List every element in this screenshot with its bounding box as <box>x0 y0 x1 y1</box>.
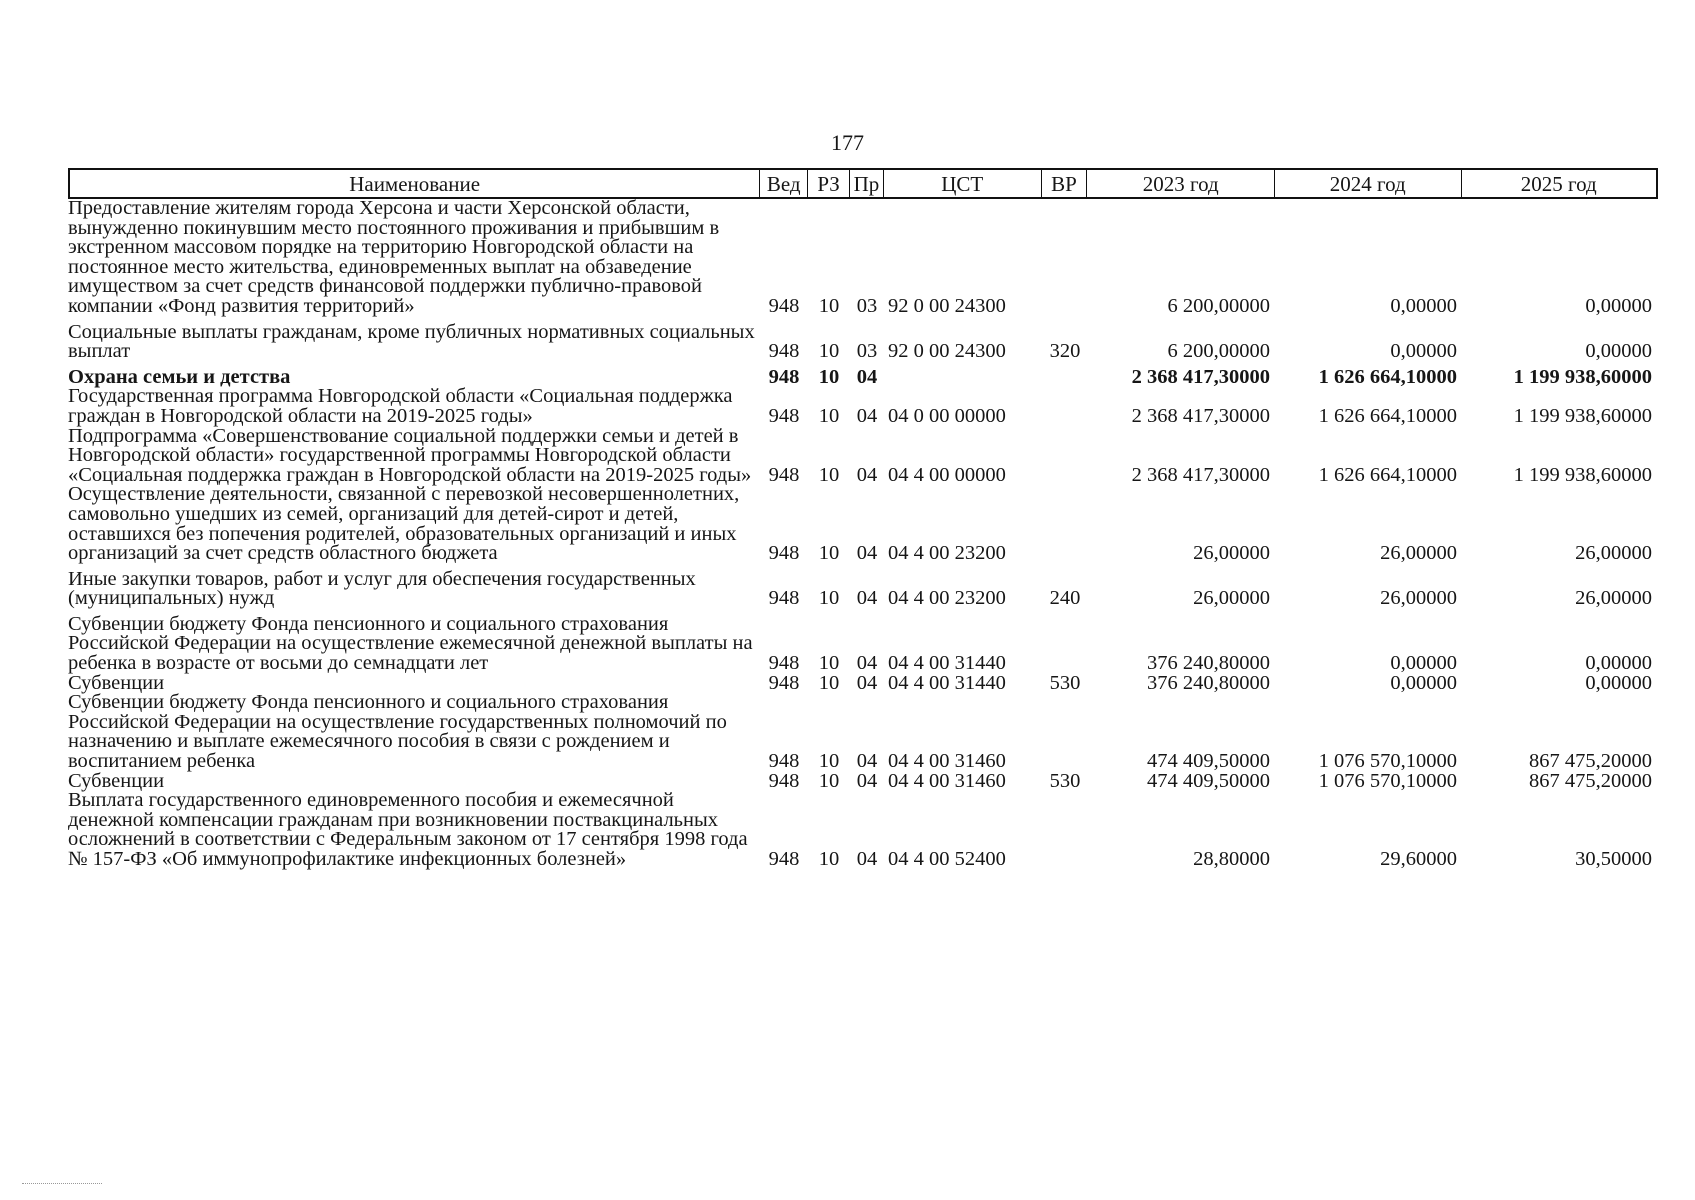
row-2023: 26,00000 <box>1193 587 1270 610</box>
row-ved: 948 <box>768 769 800 792</box>
scan-artifact-line <box>22 1183 102 1184</box>
row-ved: 948 <box>768 848 800 870</box>
row-2025: 1 199 938,60000 <box>1513 404 1652 427</box>
row-2025: 26,00000 <box>1575 587 1652 610</box>
table-header <box>68 168 1658 199</box>
row-pr: 04 <box>856 404 878 427</box>
row-2023: 28,80000 <box>1193 848 1270 870</box>
row-ved: 948 <box>768 750 800 773</box>
table-row <box>68 387 1658 426</box>
row-pr: 04 <box>856 463 878 486</box>
header-pr: Пр <box>850 170 884 197</box>
row-2023: 2 368 417,30000 <box>1131 365 1270 388</box>
row-name: Субвенции бюджету Фонда пенсионного и социального страхования Российской Федерации на осуществление ежемесячной денежной выплаты на ребенка в возрасте от восьми до семнадцати лет <box>68 612 753 675</box>
row-2025: 30,50000 <box>1575 848 1652 870</box>
row-2025: 0,00000 <box>1585 340 1652 363</box>
table-row <box>68 693 1658 771</box>
row-cst: 04 4 00 52400 <box>888 848 1006 870</box>
row-name: Субвенции <box>68 671 165 694</box>
row-cst: 04 4 00 31460 <box>888 769 1006 792</box>
row-rz: 10 <box>818 587 840 610</box>
header-2024: 2024 год <box>1275 170 1462 197</box>
table-row <box>68 199 1658 317</box>
row-cst: 04 0 00 00000 <box>888 404 1006 427</box>
row-pr: 04 <box>856 652 878 675</box>
row-ved: 948 <box>768 463 800 486</box>
row-name: Субвенции <box>68 769 165 792</box>
table-row <box>68 791 1658 869</box>
row-2024: 1 626 664,10000 <box>1318 365 1457 388</box>
header-cst: ЦСТ <box>884 170 1042 197</box>
row-name: Выплата государственного единовременного пособия и ежемесячной денежной компенсации гражданам при возникновении поствакцинальных осложнений в соответствии с Федеральным законом от 17 сентября 1998 года № 157-ФЗ «Об иммунопрофилактике инфекционных болезней» <box>68 789 748 870</box>
row-2025: 26,00000 <box>1575 542 1652 565</box>
row-pr: 04 <box>856 848 878 870</box>
row-2024: 1 626 664,10000 <box>1318 463 1457 486</box>
row-ved: 948 <box>768 340 800 363</box>
row-rz: 10 <box>818 340 840 363</box>
table-row <box>68 567 1658 610</box>
row-vr: 320 <box>1049 340 1081 363</box>
row-rz: 10 <box>818 365 840 388</box>
row-2025: 0,00000 <box>1585 671 1652 694</box>
row-ved: 948 <box>768 652 800 675</box>
row-rz: 10 <box>818 750 840 773</box>
row-rz: 10 <box>818 671 840 694</box>
header-2023: 2023 год <box>1087 170 1275 197</box>
row-rz: 10 <box>818 294 840 317</box>
row-2024: 1 076 570,10000 <box>1318 769 1457 792</box>
row-name: Субвенции бюджету Фонда пенсионного и социального страхования Российской Федерации на осуществление государственных полномочий по назначению и выплате ежемесячного пособия в связи с рождением и воспитанием ребенка <box>68 691 727 773</box>
row-vr: 240 <box>1049 587 1081 610</box>
row-2024: 0,00000 <box>1390 340 1457 363</box>
row-name: Осуществление деятельности, связанной с перевозкой несовершеннолетних, самовольно ушедших из семей, организаций для детей-сирот и детей, оставшихся без попечения родителей, образовательных организаций и иных организаций за счет средств областного бюджета <box>68 483 740 565</box>
budget-table <box>68 168 1658 870</box>
row-rz: 10 <box>818 652 840 675</box>
row-cst: 04 4 00 23200 <box>888 542 1006 565</box>
row-ved: 948 <box>768 542 800 565</box>
row-cst: 04 4 00 00000 <box>888 463 1006 486</box>
row-pr: 04 <box>856 542 878 565</box>
row-2024: 29,60000 <box>1380 848 1457 870</box>
row-2023: 376 240,80000 <box>1147 652 1270 675</box>
row-rz: 10 <box>818 542 840 565</box>
row-ved: 948 <box>768 404 800 427</box>
row-2024: 26,00000 <box>1380 587 1457 610</box>
row-name: Охрана семьи и детства <box>68 365 291 388</box>
row-2023: 376 240,80000 <box>1147 671 1270 694</box>
header-2025: 2025 год <box>1520 172 1597 196</box>
row-ved: 948 <box>768 294 800 317</box>
row-2024: 1 076 570,10000 <box>1318 750 1457 773</box>
header-name: Наименование <box>70 170 760 197</box>
row-ved: 948 <box>768 671 800 694</box>
row-pr: 04 <box>856 769 878 792</box>
row-ved: 948 <box>768 587 800 610</box>
row-cst: 92 0 00 24300 <box>888 340 1006 363</box>
row-name: Предоставление жителям города Херсона и части Херсонской области, вынужденно покинувшим место постоянного проживания и прибывшим в экстренном массовом порядке на территорию Новгородской области на постоянное место жительства, единовременных выплат на обзаведение имуществом за счет средств финансовой поддержки публично-правовой компании «Фонд развития территорий» <box>68 197 720 317</box>
row-2024: 1 626 664,10000 <box>1318 404 1457 427</box>
header-rz: РЗ <box>808 170 850 197</box>
row-2024: 26,00000 <box>1380 542 1457 565</box>
row-2023: 474 409,50000 <box>1147 750 1270 773</box>
row-2023: 6 200,00000 <box>1167 340 1270 363</box>
table-row <box>68 424 1658 486</box>
row-ved: 948 <box>768 365 800 388</box>
table-row <box>68 612 1658 675</box>
row-2024: 0,00000 <box>1390 652 1457 675</box>
row-name: Подпрограмма «Совершенствование социальной поддержки семьи и детей в Новгородской области» государственной программы Новгородской области «Социальная поддержка граждан в Новгородской области на 2019-2025 годы» <box>68 424 752 486</box>
row-vr: 530 <box>1049 769 1081 792</box>
row-cst: 04 4 00 31460 <box>888 750 1006 773</box>
row-2023: 2 368 417,30000 <box>1131 404 1270 427</box>
table-body <box>68 199 1658 870</box>
header-vr: ВР <box>1042 170 1088 197</box>
row-pr: 03 <box>856 294 878 317</box>
page-number: 177 <box>831 130 864 155</box>
row-rz: 10 <box>818 463 840 486</box>
row-2023: 26,00000 <box>1193 542 1270 565</box>
row-pr: 04 <box>856 587 878 610</box>
row-2025: 1 199 938,60000 <box>1513 463 1652 486</box>
row-2025: 1 199 938,60000 <box>1513 365 1652 388</box>
row-2024: 0,00000 <box>1390 294 1457 317</box>
row-pr: 04 <box>856 365 878 388</box>
row-2023: 6 200,00000 <box>1167 294 1270 317</box>
row-name: Социальные выплаты гражданам, кроме публичных нормативных социальных выплат <box>68 320 755 363</box>
row-cst: 04 4 00 23200 <box>888 587 1006 610</box>
row-cst: 04 4 00 31440 <box>888 671 1006 694</box>
header-ved: Вед <box>760 170 808 197</box>
row-pr: 03 <box>856 340 878 363</box>
row-rz: 10 <box>818 848 840 870</box>
row-2023: 474 409,50000 <box>1147 769 1270 792</box>
row-name: Государственная программа Новгородской области «Социальная поддержка граждан в Новгородской области на 2019-2025 годы» <box>68 385 733 427</box>
row-pr: 04 <box>856 750 878 773</box>
row-cst: 92 0 00 24300 <box>888 294 1006 317</box>
row-2025: 0,00000 <box>1585 294 1652 317</box>
row-rz: 10 <box>818 404 840 427</box>
table-row <box>68 485 1658 563</box>
row-2023: 2 368 417,30000 <box>1131 463 1270 486</box>
table-row <box>68 320 1658 363</box>
row-2025: 867 475,20000 <box>1529 769 1652 792</box>
row-rz: 10 <box>818 769 840 792</box>
row-2025: 867 475,20000 <box>1529 750 1652 773</box>
row-2024: 0,00000 <box>1390 671 1457 694</box>
row-vr: 530 <box>1049 671 1081 694</box>
row-pr: 04 <box>856 671 878 694</box>
row-cst: 04 4 00 31440 <box>888 652 1006 675</box>
row-name: Иные закупки товаров, работ и услуг для обеспечения государственных (муниципальных) нужд <box>68 567 696 610</box>
row-2025: 0,00000 <box>1585 652 1652 675</box>
